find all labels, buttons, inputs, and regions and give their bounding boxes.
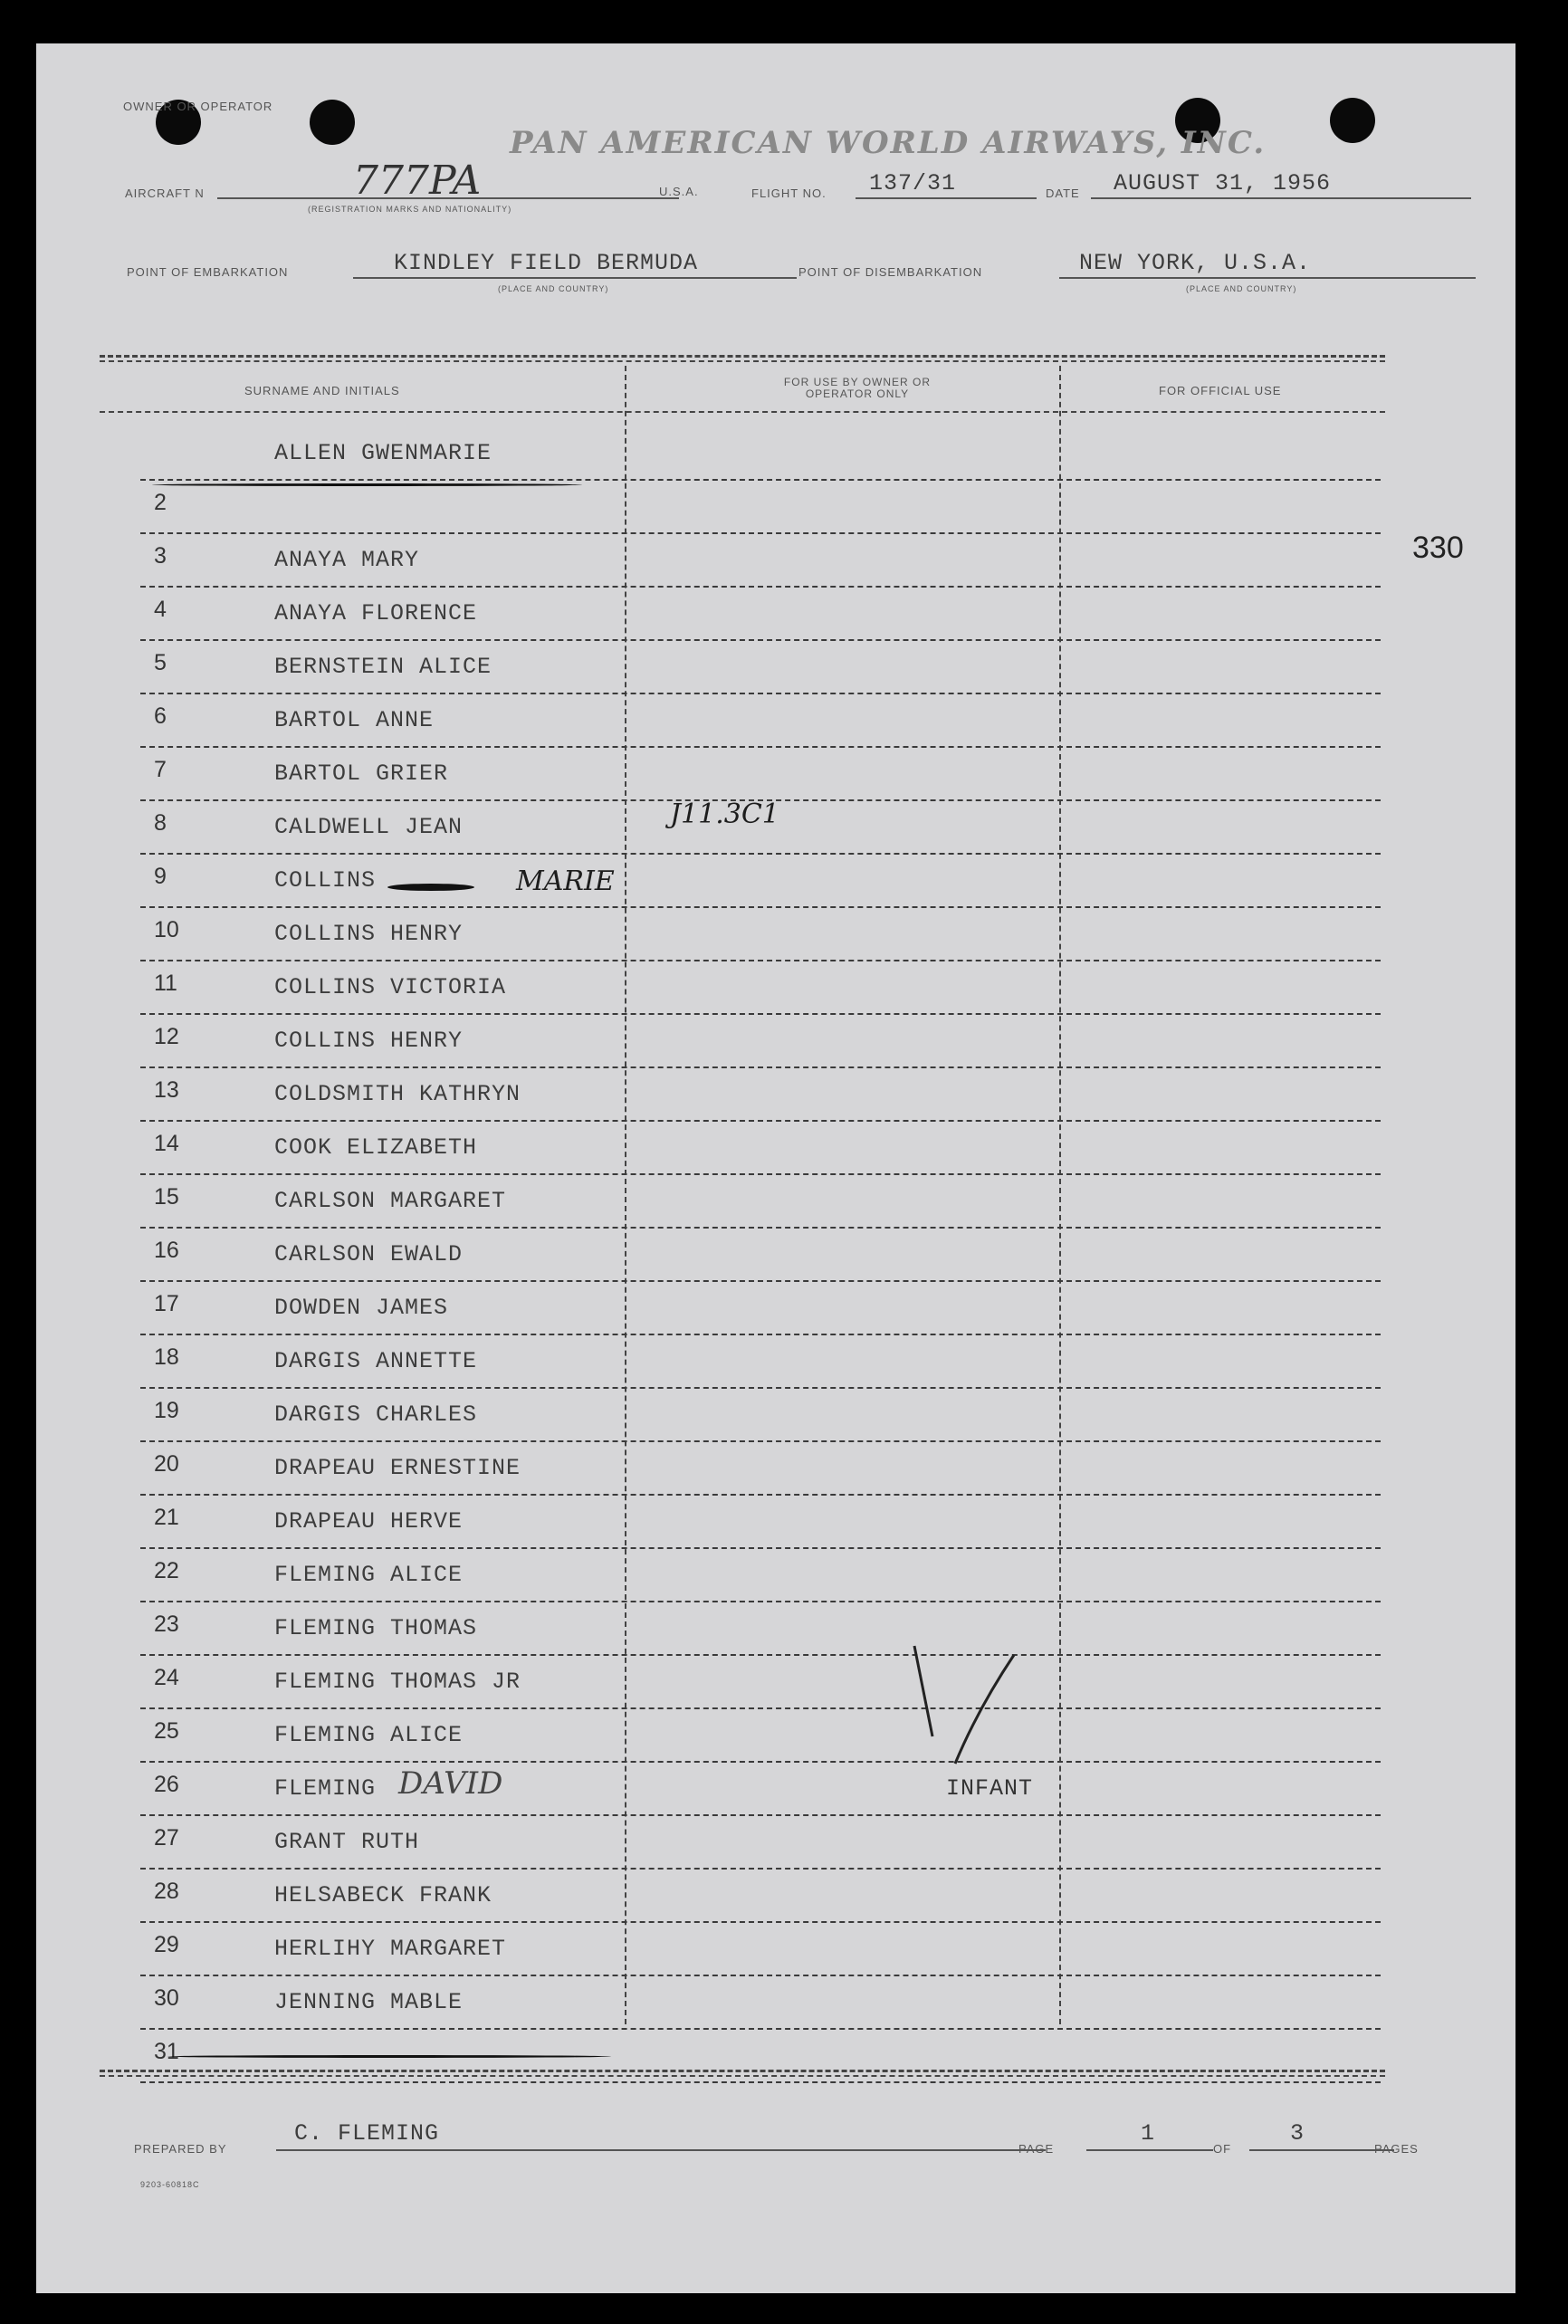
flight-underline bbox=[856, 197, 1037, 199]
disembarkation-sublabel: (PLACE AND COUNTRY) bbox=[1186, 284, 1297, 293]
punch-hole bbox=[310, 100, 355, 145]
aircraft-value: 777PA bbox=[353, 158, 482, 204]
passenger-name: ALLEN GWENMARIE bbox=[274, 440, 492, 466]
table-row bbox=[140, 1656, 1381, 1709]
passenger-name: FLEMING THOMAS bbox=[274, 1615, 478, 1641]
punch-hole bbox=[1330, 98, 1375, 143]
strikethrough-row2 bbox=[152, 483, 582, 486]
aircraft-underline bbox=[217, 197, 679, 199]
of-label: OF bbox=[1213, 2142, 1232, 2156]
aircraft-sublabel: (REGISTRATION MARKS AND NATIONALITY) bbox=[308, 205, 512, 214]
table-row bbox=[140, 1549, 1381, 1602]
table-row bbox=[140, 1389, 1381, 1442]
table-row bbox=[140, 1923, 1381, 1976]
table-row bbox=[140, 1816, 1381, 1870]
handwritten-name-row9: MARIE bbox=[516, 866, 615, 897]
table-row bbox=[140, 1870, 1381, 1923]
passenger-name: JENNING MABLE bbox=[274, 1989, 464, 2015]
row-number: 15 bbox=[154, 1184, 179, 1210]
table-row bbox=[140, 1602, 1381, 1656]
row-note: INFANT bbox=[946, 1775, 1034, 1802]
disembarkation-label: POINT OF DISEMBARKATION bbox=[798, 265, 983, 279]
table-row bbox=[140, 641, 1381, 694]
passenger-name: FLEMING ALICE bbox=[274, 1562, 464, 1588]
table-row bbox=[140, 748, 1381, 801]
table-row bbox=[140, 1175, 1381, 1229]
passenger-name: HELSABECK FRANK bbox=[274, 1882, 492, 1908]
table-row bbox=[140, 908, 1381, 961]
handwritten-note-row8: J11.3C1 bbox=[670, 799, 779, 830]
row-number: 20 bbox=[154, 1451, 179, 1477]
table-row bbox=[140, 1282, 1381, 1335]
row-number: 27 bbox=[154, 1825, 179, 1851]
page-value: 1 bbox=[1141, 2120, 1156, 2147]
row-number: 9 bbox=[154, 864, 167, 889]
row-number: 4 bbox=[154, 597, 167, 622]
row-number: 25 bbox=[154, 1718, 179, 1744]
row-number: 8 bbox=[154, 810, 167, 836]
disembarkation-underline bbox=[1059, 277, 1476, 279]
table-row bbox=[140, 1496, 1381, 1549]
date-value: AUGUST 31, 1956 bbox=[1114, 170, 1332, 196]
embarkation-underline bbox=[353, 277, 797, 279]
passenger-name: CARLSON MARGARET bbox=[274, 1188, 507, 1214]
passenger-name: DRAPEAU ERNESTINE bbox=[274, 1455, 521, 1481]
row-number: 17 bbox=[154, 1291, 179, 1316]
column-header-owner-use: FOR USE BY OWNER OR OPERATOR ONLY bbox=[783, 376, 932, 400]
embarkation-value: KINDLEY FIELD BERMUDA bbox=[394, 250, 699, 276]
strikethrough-row31 bbox=[167, 2055, 611, 2058]
prepared-label: PREPARED BY bbox=[134, 2142, 227, 2156]
flight-value: 137/31 bbox=[869, 170, 957, 196]
of-value: 3 bbox=[1290, 2120, 1305, 2147]
passenger-name: DARGIS ANNETTE bbox=[274, 1348, 478, 1374]
table-bottom-rule bbox=[100, 2070, 1385, 2072]
passenger-name: COLLINS HENRY bbox=[274, 921, 464, 947]
row-number: 21 bbox=[154, 1505, 179, 1530]
row-number: 10 bbox=[154, 917, 179, 942]
table-row bbox=[140, 1068, 1381, 1122]
row-number: 3 bbox=[154, 543, 167, 569]
table-row bbox=[140, 534, 1381, 588]
row-number: 7 bbox=[154, 757, 167, 782]
passenger-name: DOWDEN JAMES bbox=[274, 1295, 449, 1321]
row-number: 11 bbox=[154, 971, 177, 996]
row-number: 28 bbox=[154, 1879, 179, 1904]
prepared-value: C. FLEMING bbox=[294, 2120, 440, 2147]
table-row bbox=[140, 1976, 1381, 2030]
row-number: 24 bbox=[154, 1665, 179, 1690]
strikethrough bbox=[387, 884, 474, 891]
passenger-name: BERNSTEIN ALICE bbox=[274, 654, 492, 680]
column-header-name: SURNAME AND INITIALS bbox=[244, 384, 400, 397]
table-row bbox=[140, 1709, 1381, 1763]
passenger-name: DARGIS CHARLES bbox=[274, 1401, 478, 1428]
aircraft-label: AIRCRAFT N bbox=[125, 186, 205, 200]
table-row bbox=[140, 1335, 1381, 1389]
page-label: PAGE bbox=[1018, 2142, 1055, 2156]
row-number: 18 bbox=[154, 1344, 179, 1370]
row-number: 30 bbox=[154, 1985, 179, 2011]
date-underline bbox=[1091, 197, 1471, 199]
row-number: 19 bbox=[154, 1398, 179, 1423]
table-row bbox=[140, 1122, 1381, 1175]
row-number: 29 bbox=[154, 1932, 179, 1957]
embarkation-sublabel: (PLACE AND COUNTRY) bbox=[498, 284, 609, 293]
table-header-rule bbox=[100, 411, 1385, 413]
row-number: 23 bbox=[154, 1611, 179, 1637]
table-row bbox=[140, 1015, 1381, 1068]
table-row bbox=[140, 427, 1381, 481]
row-number: 22 bbox=[154, 1558, 179, 1583]
table-row bbox=[140, 961, 1381, 1015]
passenger-name: ANAYA MARY bbox=[274, 547, 420, 573]
of-underline bbox=[1249, 2149, 1394, 2151]
table-row bbox=[140, 1763, 1381, 1816]
row-rule bbox=[140, 2081, 1381, 2083]
owner-label: OWNER OR OPERATOR bbox=[123, 100, 273, 113]
prepared-underline bbox=[276, 2149, 1046, 2151]
passenger-name: GRANT RUTH bbox=[274, 1829, 420, 1855]
side-number: 330 bbox=[1412, 531, 1464, 565]
page-underline bbox=[1086, 2149, 1213, 2151]
passenger-name: CARLSON EWALD bbox=[274, 1241, 464, 1267]
check-mark-icon bbox=[905, 1637, 1059, 1800]
table-row bbox=[140, 1442, 1381, 1496]
flight-label: FLIGHT NO. bbox=[751, 186, 827, 200]
usa-label: U.S.A. bbox=[659, 185, 699, 198]
passenger-name: HERLIHY MARGARET bbox=[274, 1936, 507, 1962]
passenger-name: BARTOL ANNE bbox=[274, 707, 435, 733]
passenger-name: FLEMING THOMAS JR bbox=[274, 1669, 521, 1695]
form-number: 9203-60818C bbox=[140, 2180, 200, 2189]
table-row bbox=[140, 855, 1381, 908]
row-number: 13 bbox=[154, 1077, 179, 1103]
passenger-name: BARTOL GRIER bbox=[274, 760, 449, 787]
table-row bbox=[140, 1229, 1381, 1282]
passenger-name: ANAYA FLORENCE bbox=[274, 600, 478, 626]
passenger-name: COLLINS bbox=[274, 867, 377, 894]
table-bottom-rule bbox=[100, 2075, 1385, 2077]
row-number: 26 bbox=[154, 1772, 179, 1797]
row-number: 14 bbox=[154, 1131, 179, 1156]
date-label: DATE bbox=[1046, 186, 1080, 200]
table-top-rule bbox=[100, 360, 1385, 362]
embarkation-label: POINT OF EMBARKATION bbox=[127, 265, 289, 279]
row-number: 16 bbox=[154, 1238, 179, 1263]
passenger-name: COLDSMITH KATHRYN bbox=[274, 1081, 521, 1107]
disembarkation-value: NEW YORK, U.S.A. bbox=[1079, 250, 1312, 276]
passenger-name: DRAPEAU HERVE bbox=[274, 1508, 464, 1535]
passenger-name: CALDWELL JEAN bbox=[274, 814, 464, 840]
table-top-rule bbox=[100, 355, 1385, 358]
table-row bbox=[140, 481, 1381, 534]
table-row bbox=[140, 588, 1381, 641]
passenger-name: FLEMING ALICE bbox=[274, 1722, 464, 1748]
row-number: 31 bbox=[154, 2039, 179, 2064]
row-number: 2 bbox=[154, 490, 167, 515]
passenger-name: COLLINS HENRY bbox=[274, 1028, 464, 1054]
passenger-name: COLLINS VICTORIA bbox=[274, 974, 507, 1000]
handwritten-name-row26: DAVID bbox=[398, 1765, 503, 1802]
row-number: 12 bbox=[154, 1024, 179, 1049]
company-title: PAN AMERICAN WORLD AIRWAYS, INC. bbox=[510, 125, 1267, 161]
manifest-page bbox=[36, 43, 1515, 2293]
row-number: 6 bbox=[154, 703, 167, 729]
row-number: 5 bbox=[154, 650, 167, 675]
passenger-name: FLEMING bbox=[274, 1775, 377, 1802]
column-header-official-use: FOR OFFICIAL USE bbox=[1159, 384, 1282, 397]
passenger-name: COOK ELIZABETH bbox=[274, 1134, 478, 1161]
table-row bbox=[140, 694, 1381, 748]
pages-label: PAGES bbox=[1374, 2142, 1419, 2156]
